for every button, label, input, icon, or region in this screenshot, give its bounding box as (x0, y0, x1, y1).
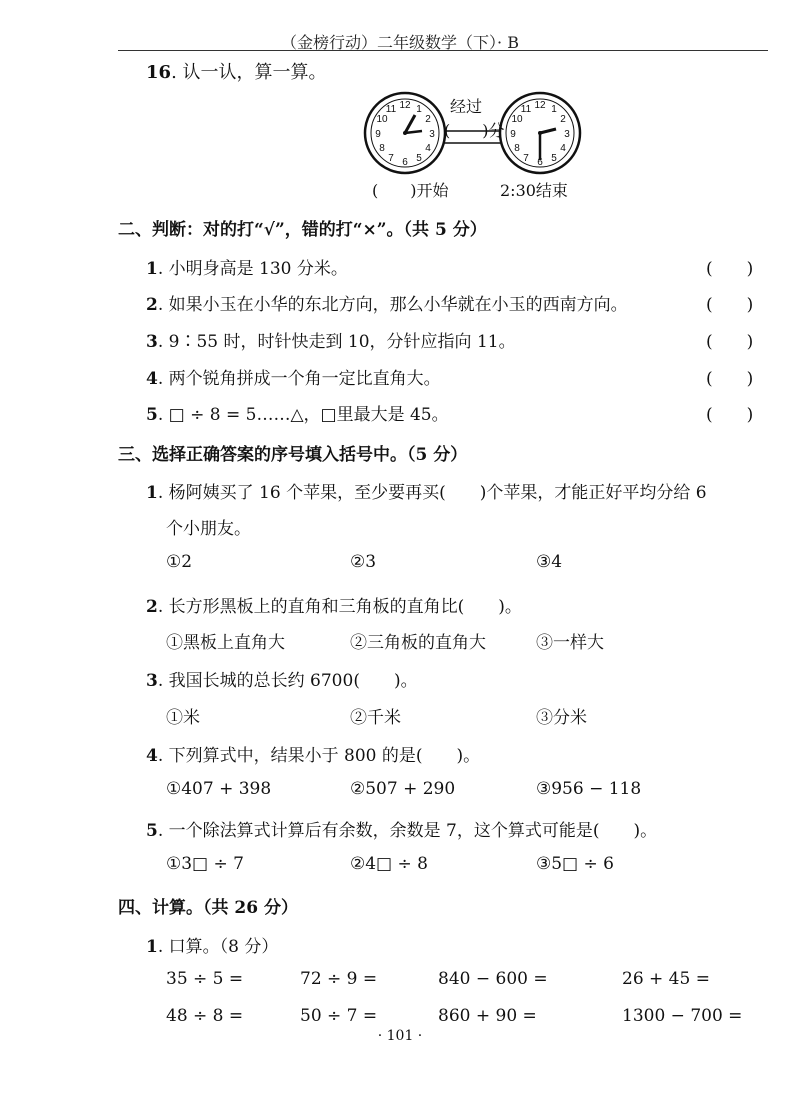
elapsed-label: 经过 (450, 97, 483, 116)
item-number: 1 (146, 259, 158, 279)
calc-item: 840 − 600 = (438, 969, 548, 989)
end-time-label: 2:30结束 (500, 181, 568, 200)
svg-text:5: 5 (551, 153, 557, 164)
judge-item-4 (146, 364, 441, 389)
item-number: 4 (146, 746, 158, 766)
option-1: ①米 (166, 708, 200, 728)
item-text: . □ ÷ 8 = 5……△，□里最大是 45。 (157, 405, 449, 425)
calc-item: 48 ÷ 8 = (166, 1006, 244, 1026)
calc-item: 35 ÷ 5 = (166, 969, 244, 989)
item-text: . 长方形黑板上的直角和三角板的直角比( )。 (157, 597, 522, 617)
item-number: 2 (146, 295, 158, 315)
svg-text:2: 2 (425, 114, 431, 125)
answer-blank-5[interactable]: ( ) (706, 405, 754, 425)
option-3: ③分米 (536, 708, 587, 728)
option-1: ①407 + 398 (166, 779, 272, 799)
item-text: . 口算。（8 分） (157, 937, 279, 957)
section-3-title: 三、选择正确答案的序号填入括号中。（5 分） (118, 445, 468, 465)
section-4-title: 四、计算。（共 26 分） (118, 898, 298, 918)
sub-question-1 (146, 932, 278, 957)
svg-text:11: 11 (385, 104, 397, 115)
option-2: ②3 (350, 552, 377, 572)
svg-text:9: 9 (510, 129, 516, 140)
choice-question-1 (146, 478, 707, 503)
item-number: 3 (146, 332, 158, 352)
answer-blank-4[interactable]: ( ) (706, 369, 754, 389)
svg-text:3: 3 (564, 129, 570, 140)
svg-text:7: 7 (388, 153, 394, 164)
question-16 (146, 58, 327, 84)
answer-blank-3[interactable]: ( ) (706, 332, 754, 352)
judge-item-2 (146, 290, 628, 315)
item-number: 3 (146, 671, 158, 691)
option-2: ②4□ ÷ 8 (350, 854, 428, 874)
item-text: . 两个锐角拼成一个角一定比直角大。 (157, 369, 441, 389)
item-number: 1 (146, 937, 158, 957)
item-text: . 我国长城的总长约 6700( )。 (157, 671, 418, 691)
calc-item: 72 ÷ 9 = (300, 969, 378, 989)
option-2: ②三角板的直角大 (350, 633, 486, 653)
option-2: ②507 + 290 (350, 779, 456, 799)
option-1: ①2 (166, 552, 193, 572)
svg-text:12: 12 (399, 100, 411, 111)
judge-item-3 (146, 327, 516, 352)
choice-question-2 (146, 592, 522, 617)
option-1: ①黑板上直角大 (166, 633, 285, 653)
svg-text:3: 3 (429, 129, 435, 140)
question-number: 16 (146, 62, 172, 83)
svg-text:6: 6 (537, 157, 543, 168)
svg-text:8: 8 (379, 143, 385, 154)
svg-text:6: 6 (402, 157, 408, 168)
page-number: · 101 · (377, 1028, 423, 1044)
svg-text:10: 10 (511, 114, 523, 125)
item-number: 2 (146, 597, 158, 617)
clock-figure (360, 88, 590, 200)
svg-text:11: 11 (520, 104, 532, 115)
page-header: （金榜行动）二年级数学（下）· B (281, 33, 519, 52)
calc-item: 860 + 90 = (438, 1006, 537, 1026)
item-text: . 一个除法算式计算后有余数，余数是 7，这个算式可能是( )。 (157, 821, 658, 841)
svg-text:8: 8 (514, 143, 520, 154)
start-clock-icon (365, 93, 445, 173)
choice-question-1-cont: 个小朋友。 (166, 519, 251, 539)
judge-item-1 (146, 254, 348, 279)
item-text: . 杨阿姨买了 16 个苹果，至少要再买( )个苹果，才能正好平均分给 6 (157, 483, 707, 503)
item-number: 4 (146, 369, 158, 389)
end-clock-icon (500, 93, 580, 173)
calc-item: 26 + 45 = (622, 969, 710, 989)
answer-blank-1[interactable]: ( ) (706, 259, 754, 279)
choice-question-4 (146, 741, 480, 766)
judge-item-5 (146, 400, 449, 425)
option-2: ②千米 (350, 708, 401, 728)
option-3: ③956 − 118 (536, 779, 642, 799)
question-text: . 认一认，算一算。 (171, 62, 327, 83)
item-number: 1 (146, 483, 158, 503)
calc-item: 1300 − 700 = (622, 1006, 743, 1026)
option-3: ③4 (536, 552, 563, 572)
item-text: . 如果小玉在小华的东北方向，那么小华就在小玉的西南方向。 (157, 295, 628, 315)
item-number: 5 (146, 821, 158, 841)
svg-text:7: 7 (523, 153, 529, 164)
svg-text:4: 4 (560, 143, 566, 154)
option-3: ③一样大 (536, 633, 604, 653)
item-text: . 下列算式中，结果小于 800 的是( )。 (157, 746, 481, 766)
item-text: . 小明身高是 130 分米。 (157, 259, 348, 279)
elapsed-minutes-blank: ( )分 (444, 121, 505, 140)
item-text: . 9∶55 时，时针快走到 10，分针应指向 11。 (157, 332, 516, 352)
svg-text:1: 1 (551, 104, 557, 115)
svg-text:1: 1 (416, 104, 422, 115)
choice-question-3 (146, 666, 418, 691)
svg-text:10: 10 (376, 114, 388, 125)
section-2-title: 二、判断：对的打“√”，错的打“×”。（共 5 分） (118, 220, 487, 240)
svg-text:4: 4 (425, 143, 431, 154)
svg-text:9: 9 (375, 129, 381, 140)
svg-text:12: 12 (534, 100, 546, 111)
calc-item: 50 ÷ 7 = (300, 1006, 378, 1026)
header-rule (118, 50, 768, 51)
svg-text:2: 2 (560, 114, 566, 125)
start-time-blank: ( )开始 (372, 181, 449, 200)
choice-question-5 (146, 816, 657, 841)
item-number: 5 (146, 405, 158, 425)
option-3: ③5□ ÷ 6 (536, 854, 614, 874)
svg-text:5: 5 (416, 153, 422, 164)
answer-blank-2[interactable]: ( ) (706, 295, 754, 315)
option-1: ①3□ ÷ 7 (166, 854, 244, 874)
